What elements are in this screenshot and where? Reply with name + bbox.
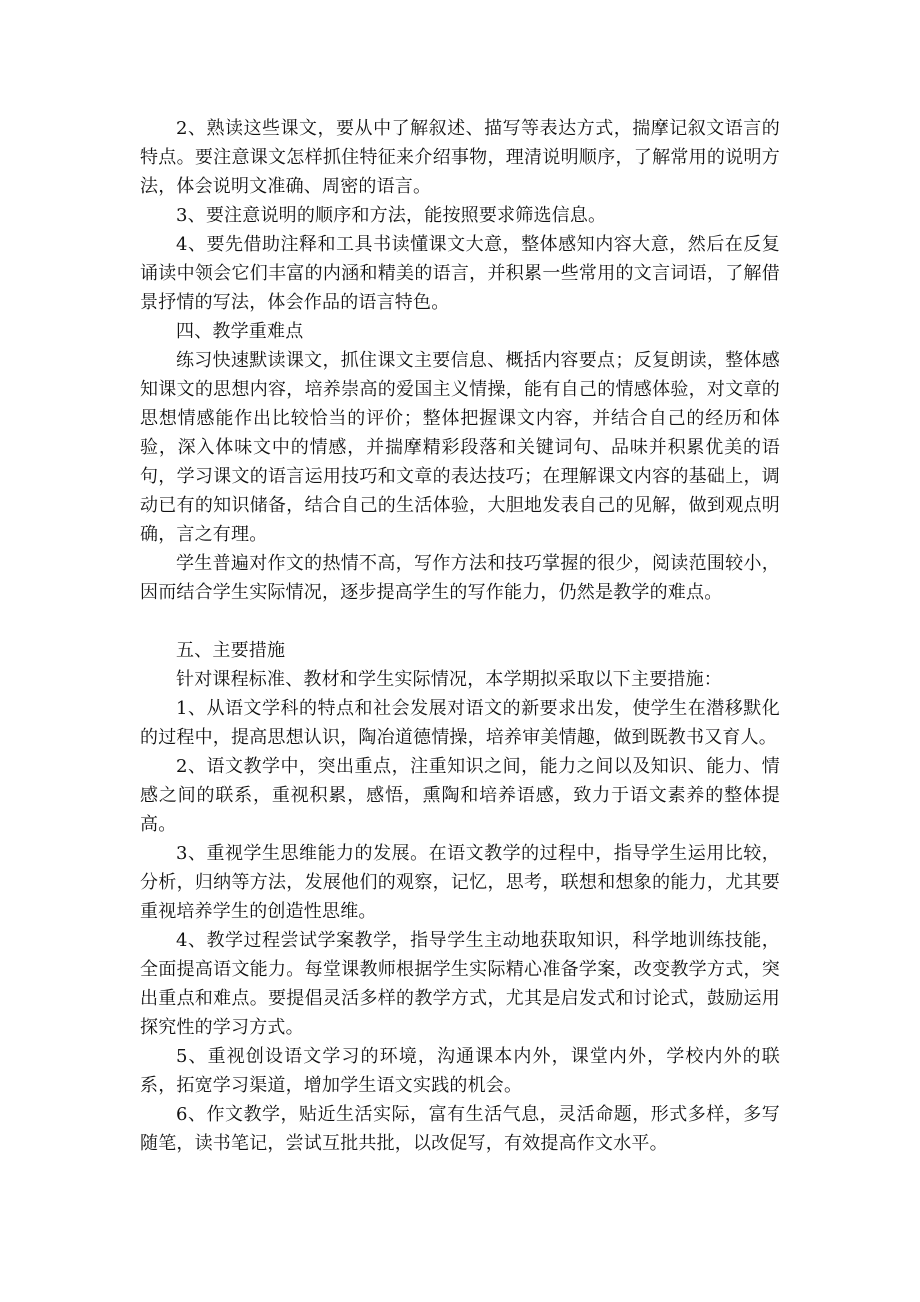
section-spacer xyxy=(140,607,780,636)
paragraph-reading-methods: 2、熟读这些课文，要从中了解叙述、描写等表达方式，揣摩记叙文语言的特点。要注意课文怎样抓住特征来介绍事物，理清说明顺序，了解常用的说明方法，体会说明文准确、周密的语言。 xyxy=(140,118,780,197)
section-heading-main-measures: 五、主要措施 xyxy=(176,640,286,661)
measure-item-6: 6、作文教学，贴近生活实际，富有生活气息，灵活命题，形式多样，多写随笔，读书笔记，尝试互批共批，以改促写，有效提高作文水平。 xyxy=(140,1104,780,1154)
document-body xyxy=(140,114,780,1158)
paragraph-classical-texts: 4、要先借助注释和工具书读懂课文大意，整体感知内容大意，然后在反复诵读中领会它们丰富的内涵和精美的语言，并积累一些常用的文言词语，了解借景抒情的写法，体会作品的语言特色。 xyxy=(140,234,780,313)
paragraph-expository-order: 3、要注意说明的顺序和方法，能按照要求筛选信息。 xyxy=(176,205,607,226)
section-heading-key-difficulties: 四、教学重难点 xyxy=(176,321,304,342)
measure-item-4: 4、教学过程尝试学案教学，指导学生主动地获取知识，科学地训练技能，全面提高语文能力。每堂课教师根据学生实际精心准备学案，改变教学方式，突出重点和难点。要提倡灵活多样的教学方式，尤其是启发式和讨论式，鼓励运用探究性的学习方式。 xyxy=(140,930,780,1038)
measure-item-3: 3、重视学生思维能力的发展。在语文教学的过程中，指导学生运用比较，分析，归纳等方法，发展他们的观察，记忆，思考，联想和想象的能力，尤其要重视培养学生的创造性思维。 xyxy=(140,843,780,922)
paragraph-difficulties: 学生普遍对作文的热情不高，写作方法和技巧掌握的很少，阅读范围较小，因而结合学生实际情况，逐步提高学生的写作能力，仍然是教学的难点。 xyxy=(140,553,780,603)
measure-item-5: 5、重视创设语文学习的环境，沟通课本内外，课堂内外，学校内外的联系，拓宽学习渠道，增加学生语文实践的机会。 xyxy=(140,1046,780,1096)
measure-item-1: 1、从语文学科的特点和社会发展对语文的新要求出发，使学生在潜移默化的过程中，提高思想认识，陶冶道德情操，培养审美情趣，做到既教书又育人。 xyxy=(140,698,780,748)
paragraph-key-points: 练习快速默读课文，抓住课文主要信息、概括内容要点；反复朗读，整体感知课文的思想内容，培养崇高的爱国主义情操，能有自己的情感体验，对文章的思想情感能作出比较恰当的评价；整体把握课文内容，并结合自己的经历和体验，深入体味文中的情感，并揣摩精彩段落和关键词句、品味并积累优美的语句，学习课文的语言运用技巧和文章的表达技巧；在理解课文内容的基础上，调动已有的知识储备，结合自己的生活体验，大胆地发表自己的见解，做到观点明确，言之有理。 xyxy=(140,350,780,545)
paragraph-measures-intro: 针对课程标准、教材和学生实际情况，本学期拟采取以下主要措施： xyxy=(176,669,722,690)
measure-item-2: 2、语文教学中，突出重点，注重知识之间，能力之间以及知识、能力、情感之间的联系，重视积累，感悟，熏陶和培养语感，致力于语文素养的整体提高。 xyxy=(140,756,780,835)
